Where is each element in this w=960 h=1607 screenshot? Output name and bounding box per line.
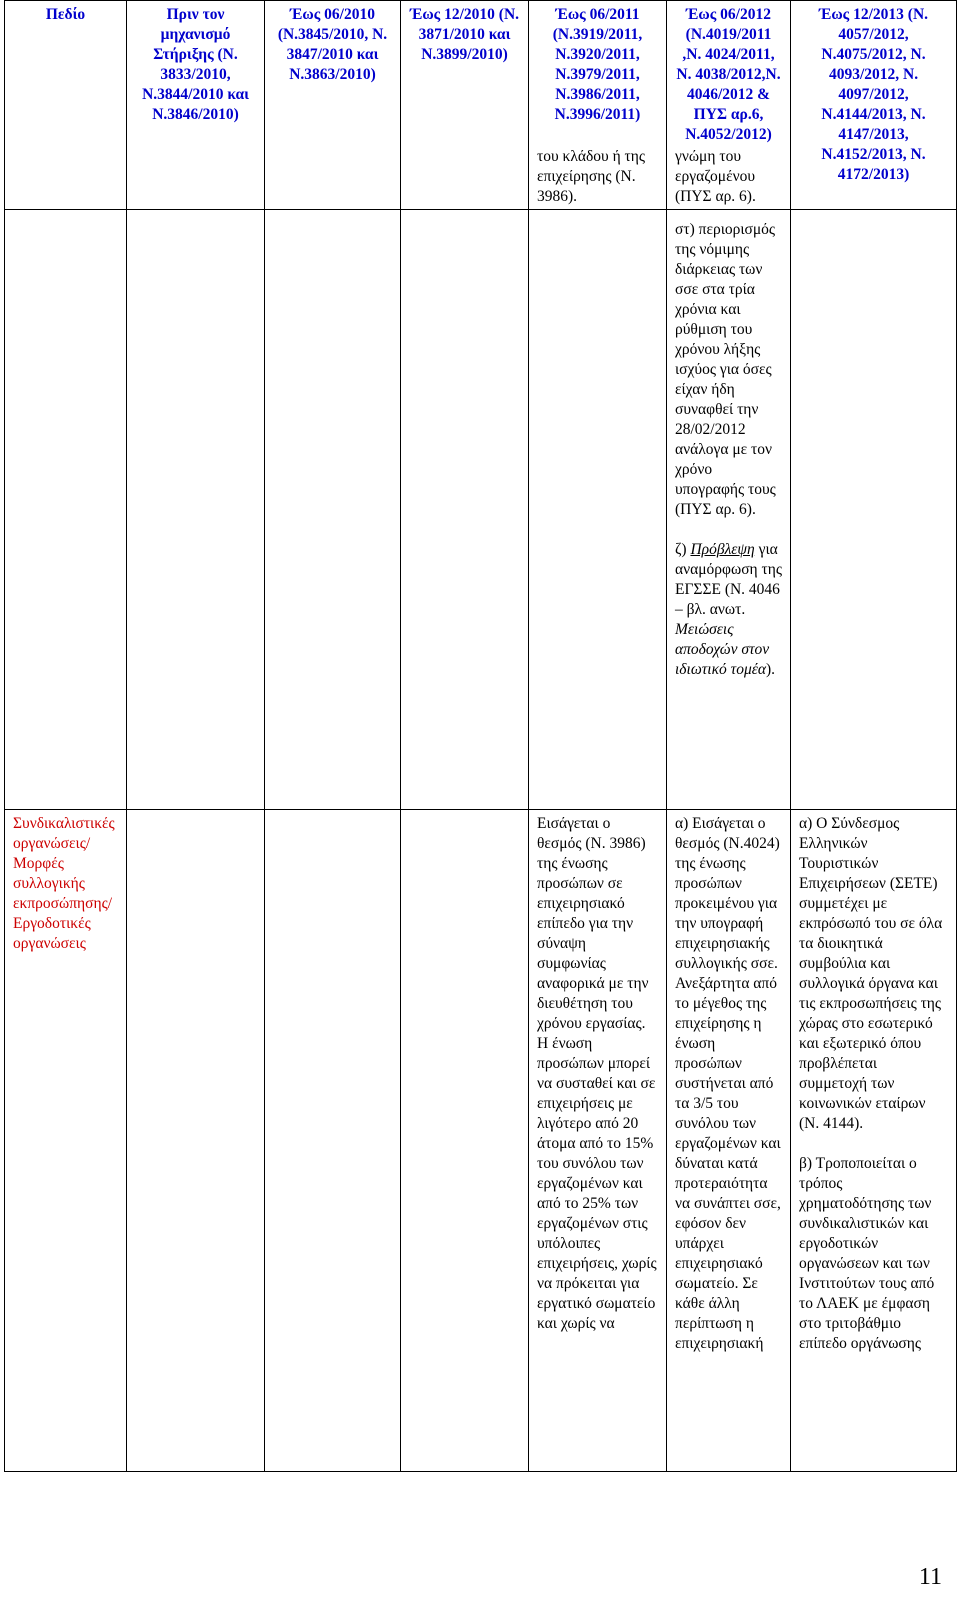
continued-text-2012: γνώμη του εργαζομένου (ΠΥΣ αρ. 6). — [675, 148, 756, 205]
header-before-support-mechanism: Πριν τον μηχανισμό Στήριξης (Ν. 3833/2010, Ν.3844/2010 και Ν.3846/2010) — [127, 1, 265, 210]
provision-z-italic: Μειώσεις αποδοχών στον ιδιωτικό τομέα — [675, 621, 770, 678]
union-2013-a: α) Ο Σύνδεσμος Ελληνικών Τουριστικών Επιχειρήσεων (ΣΕΤΕ) συμμετέχει με εκπρόσωπό του σε όλα τα διοικητικά συμβούλια και συλλογικά όργανα και τις εκπροσωπήσεις της χώρας στο εσωτερικό και εξωτερικό όπου προβλέπεται συμμετοχή των κοινωνικών εταίρων (Ν. 4144). — [799, 815, 943, 1132]
continued-text-2011: του κλάδου ή της επιχείρησης (Ν. 3986). — [537, 148, 646, 205]
provision-st: στ) περιορισμός της νόμιμης διάρκειας των σσε στα τρία χρόνια και ρύθμιση του χρόνου λήξης ισχύος για όσες είχαν ήδη συναφθεί την 28/02/2012 ανάλογα με τον χρόνο υπογραφής τους (ΠΥΣ αρ. 6). — [675, 221, 776, 518]
header-until-06-2012-text: Έως 06/2012 (Ν.4019/2011 ,Ν. 4024/2011, Ν. 4038/2012,Ν. 4046/2012 & ΠΥΣ αρ.6, Ν.4052/2012) — [676, 6, 781, 143]
row-continued-provisions — [5, 210, 957, 810]
cell-before-empty — [127, 210, 265, 810]
cell-2011-06-empty — [529, 210, 667, 810]
cell-2010-06-empty — [265, 210, 401, 810]
cell-before-empty-2 — [127, 810, 265, 1472]
row-union-organizations — [5, 810, 957, 1472]
header-until-12-2010: Έως 12/2010 (Ν. 3871/2010 και Ν.3899/2010) — [401, 1, 529, 210]
header-until-12-2013: Έως 12/2013 (Ν. 4057/2012, Ν.4075/2012, Ν. 4093/2012, Ν. 4097/2012, Ν.4144/2013, Ν. 4147/2013, Ν.4152/2013, Ν. 4172/2013) — [791, 1, 957, 210]
header-until-06-2011-text: Έως 06/2011 (Ν.3919/2011, Ν.3920/2011, Ν.3979/2011, Ν.3986/2011, Ν.3996/2011) — [552, 6, 643, 123]
provision-z-link[interactable]: Πρόβλεψη — [690, 541, 755, 558]
header-until-06-2011 — [529, 1, 667, 210]
cell-2010-06-empty-2 — [265, 810, 401, 1472]
header-row — [5, 1, 957, 210]
union-2013-b: β) Τροποποιείται ο τρόπος χρηματοδότησης των συνδικαλιστικών και εργοδοτικών οργανώσεων και των Ινστιτούτων τους από το ΛΑΕΚ με έμφαση στο τριτοβάθμιο επίπεδο οργάνωσης — [799, 1155, 935, 1352]
cell-2012-06-union: α) Εισάγεται ο θεσμός (Ν.4024) της ένωσης προσώπων προκειμένου για την υπογραφή επιχειρησιακής συλλογικής σσε. Ανεξάρτητα από το μέγεθος της επιχείρησης η ένωση προσώπων συστήνεται από τα 3/5 του συνόλου των εργαζομένων και δύναται κατά προτεραιότητα να συνάπτει σσε, εφόσον δεν υπάρχει επιχειρησιακό σωματείο. Σε κάθε άλλη περίπτωση η επιχειρησιακή — [667, 810, 791, 1472]
cell-2012-06-provisions — [667, 210, 791, 810]
cell-2013-12-empty — [791, 210, 957, 810]
provision-z-end: ). — [766, 661, 776, 678]
page-number: 11 — [918, 1564, 942, 1590]
cell-2011-06-union: Εισάγεται ο θεσμός (Ν. 3986) της ένωσης προσώπων σε επιχειρησιακό επίπεδο για την σύναψη συμφωνίας αναφορικά με την διευθέτηση του χρόνου εργασίας. Η ένωση προσώπων μπορεί να συσταθεί και σε επιχειρήσεις με λιγότερο από 20 άτομα από το 15% του συνόλου των εργαζομένων και από το 25% των εργαζομένων στις υπόλοιπες επιχειρήσεις, χωρίς να πρόκειται για εργατικό σωματείο και χωρίς να — [529, 810, 667, 1472]
provision-z — [675, 540, 782, 680]
cell-2010-12-empty-2 — [401, 810, 529, 1472]
provision-z-text: για αναμόρφωση της ΕΓΣΣΕ (Ν. 4046 – βλ. ανωτ. — [675, 541, 783, 618]
provision-z-prefix: ζ) — [675, 541, 691, 558]
cell-2010-12-empty — [401, 210, 529, 810]
legislation-comparison-table — [4, 0, 957, 1472]
cell-2013-12-union — [791, 810, 957, 1472]
cell-field-empty — [5, 210, 127, 810]
header-until-06-2010: Έως 06/2010 (Ν.3845/2010, Ν. 3847/2010 και Ν.3863/2010) — [265, 1, 401, 210]
header-field: Πεδίο — [5, 1, 127, 210]
header-until-06-2012 — [667, 1, 791, 210]
field-union-organizations: Συνδικαλιστικές οργανώσεις/ Μορφές συλλογικής εκπροσώπησης/ Εργοδοτικές οργανώσεις — [5, 810, 127, 1472]
